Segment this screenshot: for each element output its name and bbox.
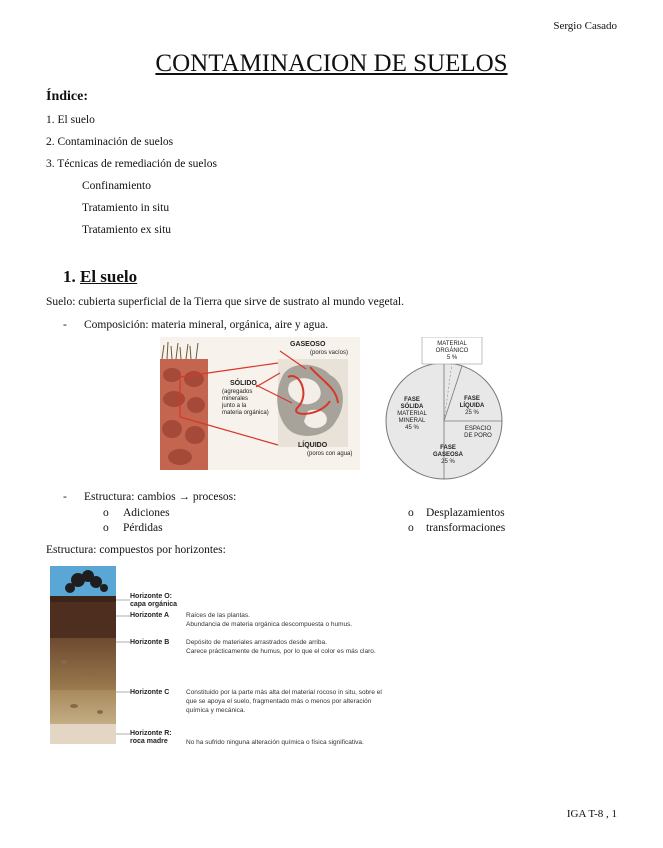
label-solido-sub: (agregados	[222, 389, 253, 395]
index-subitem: Tratamiento in situ	[82, 202, 170, 214]
label-solido-sub: junto a la	[222, 403, 247, 409]
label-gaseoso: GASEOSO	[290, 341, 326, 348]
section-title: El suelo	[80, 267, 138, 286]
bullet-marker: o	[103, 507, 109, 519]
soil-structure-figure	[160, 337, 360, 470]
pie-label-pore: ESPACIO	[464, 426, 492, 432]
horizon-desc: Carece prácticamente de humus, por lo que el color es más claro.	[186, 648, 376, 655]
label-liquido-sub: (poros con agua)	[307, 451, 353, 457]
horizon-label: Horizonte C	[130, 689, 170, 696]
pie-label-liquid: FASE	[464, 396, 480, 402]
label-liquido: LÍQUIDO	[298, 442, 328, 449]
pie-label-solid: FASE	[404, 397, 420, 403]
composition-text: Composición: materia mineral, orgánica, aire y agua.	[84, 319, 329, 331]
structure-text: Estructura: cambios → procesos:	[84, 491, 237, 503]
pie-label-organic: 5 %	[446, 355, 458, 361]
horizon-desc: No ha sufrido ninguna alteración química o física significativa.	[186, 739, 364, 746]
process-item: Pérdidas	[123, 522, 163, 534]
pie-label-solid: MATERIAL	[397, 411, 427, 417]
pie-label-solid: SÓLIDA	[400, 404, 424, 410]
bullet-marker: o	[103, 522, 109, 534]
index-subitem: Tratamiento ex situ	[82, 224, 172, 236]
horizon-label: Horizonte A	[130, 612, 170, 619]
dash-marker: -	[63, 319, 67, 331]
pie-label-solid: 45 %	[405, 425, 419, 431]
dash-marker: -	[63, 491, 67, 503]
process-item: transformaciones	[426, 522, 506, 534]
index-heading: Índice:	[46, 89, 88, 104]
horizon-desc: que se apoya el suelo, fragmentado más o menos por alteración	[186, 698, 372, 705]
pie-label-organic: MATERIAL	[437, 341, 467, 347]
horizon-desc: Constituido por la parte más alta del material rocoso in situ, sobre el	[186, 689, 382, 696]
pie-label-gas: FASE	[440, 445, 456, 451]
horizon-label: Horizonte O:	[130, 593, 172, 600]
horizon-desc: Abundancia de materia orgánica descompuesta o humus.	[186, 621, 353, 628]
horizons-intro: Estructura: compuestos por horizontes:	[46, 544, 226, 556]
header-author: Sergio Casado	[553, 20, 617, 32]
soil-horizons-figure	[50, 566, 395, 752]
label-solido-sub: minerales	[222, 396, 249, 402]
soil-composition-pie	[380, 337, 505, 482]
label-solido-sub: materia orgánica)	[222, 410, 269, 416]
label-gaseoso-sub: (poros vacíos)	[310, 350, 349, 356]
horizon-label: capa orgánica	[130, 601, 178, 608]
index-item: 2. Contaminación de suelos	[46, 136, 174, 148]
pie-label-pore: DE PORO	[464, 433, 492, 439]
horizon-label: Horizonte R:	[130, 730, 172, 737]
bullet-marker: o	[408, 522, 414, 534]
process-item: Adiciones	[123, 507, 170, 519]
pie-label-liquid: 25 %	[465, 410, 479, 416]
pie-label-gas: GASEOSA	[432, 452, 464, 458]
bullet-marker: o	[408, 507, 414, 519]
definition-text: Suelo: cubierta superficial de la Tierra que sirve de sustrato al mundo vegetal.	[46, 296, 404, 308]
label-solido: SÓLIDO	[230, 380, 257, 387]
horizon-desc: química y mecánica.	[186, 707, 246, 714]
pie-label-gas: 25 %	[441, 459, 455, 465]
horizon-label: roca madre	[130, 738, 168, 745]
horizon-desc: Raíces de las plantas.	[186, 612, 250, 619]
horizon-desc: Depósito de materiales arrastrados desde arriba.	[186, 639, 327, 646]
horizon-label: Horizonte B	[130, 639, 170, 646]
section-heading	[63, 267, 137, 287]
section-number: 1.	[63, 267, 76, 286]
page-title: CONTAMINACION DE SUELOS	[155, 50, 508, 77]
pie-label-organic: ORGÁNICO	[435, 348, 469, 354]
index-subitem: Confinamiento	[82, 180, 151, 192]
process-item: Desplazamientos	[426, 507, 505, 519]
footer-page: IGA T-8 , 1	[566, 808, 617, 820]
index-item: 3. Técnicas de remediación de suelos	[46, 158, 217, 170]
index-item: 1. El suelo	[46, 114, 95, 126]
pie-label-liquid: LÍQUIDA	[459, 403, 485, 409]
pie-label-solid: MINERAL	[398, 418, 426, 424]
